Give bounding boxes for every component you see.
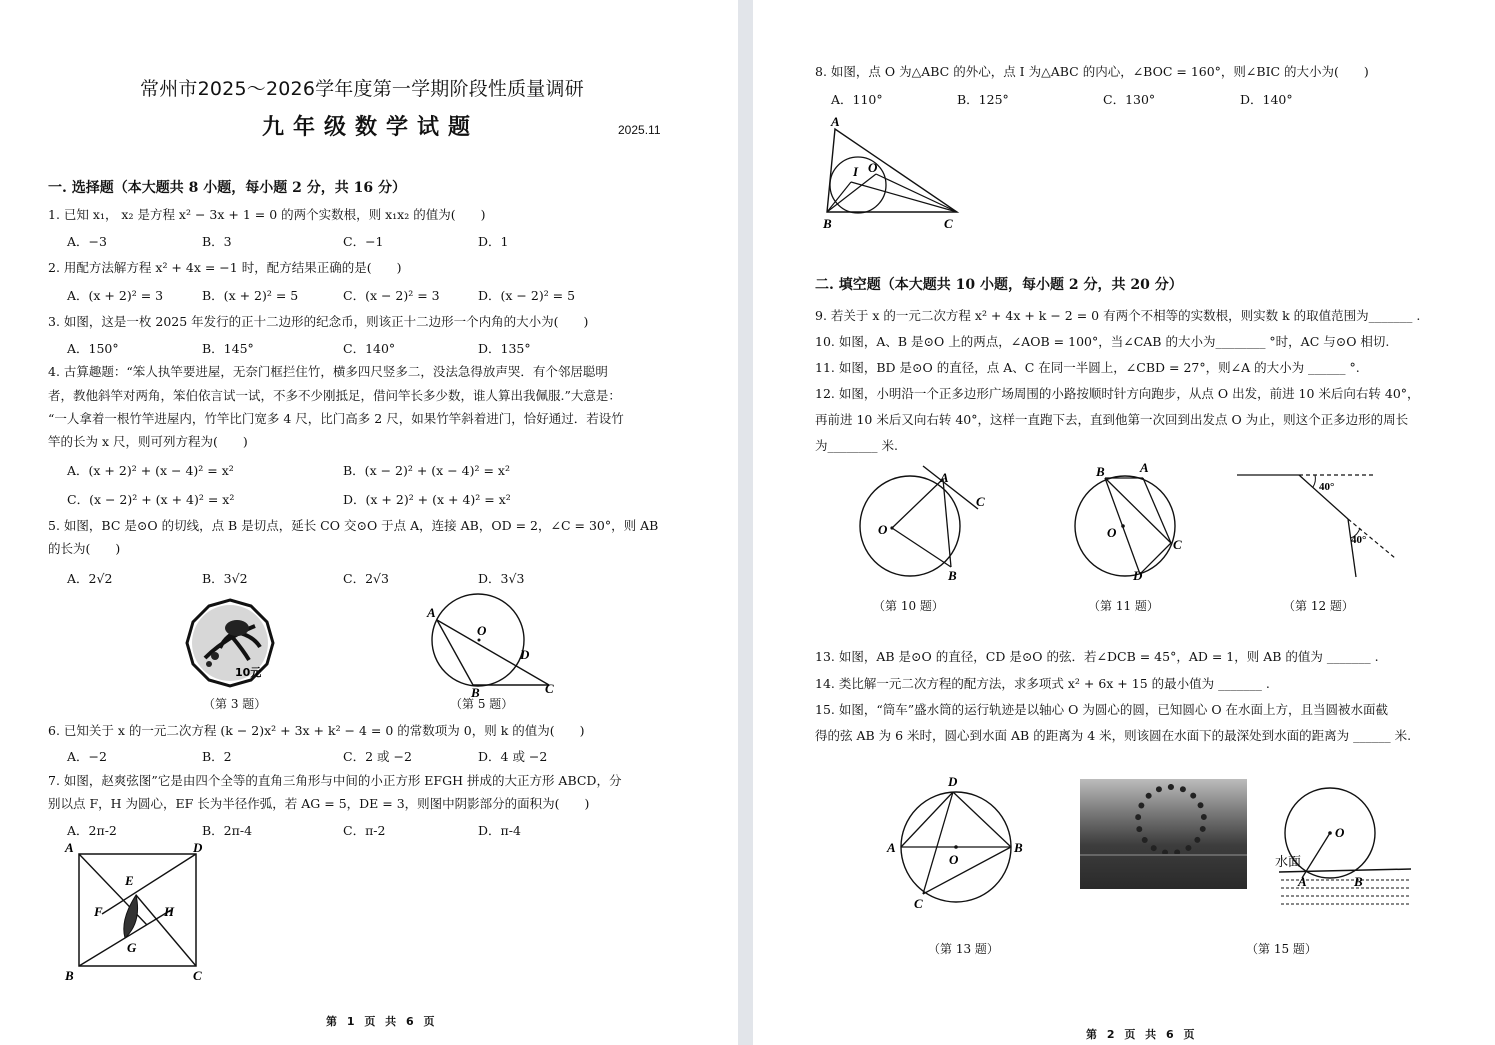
question-text: 如图，点 O 为△ABC 的外心，点 I 为△ABC 的内心，∠BOC = 160°，则∠BIC 的大小为( ) [830, 64, 1369, 79]
question-text: 如图，BC 是⊙O 的切线，点 B 是切点，延长 CO 交⊙O 于点 A，连接 AB，OD = 2，∠C = 30°，则 AB [63, 518, 659, 533]
svg-text:C: C [1173, 537, 1182, 552]
svg-text:A: A [1140, 460, 1149, 475]
question-4-line-3: “一人拿着一根竹竿进屋内，竹竿比门宽多 4 尺，比门高多 2 尺，如果竹竿斜着进门，恰好通过．若设竹 [48, 411, 624, 426]
figure-11-caption: （第 11 题） [1088, 599, 1159, 613]
question-2 [48, 258, 401, 276]
question-text: 如图，小明沿一个正多边形广场周围的小路按顺时针方向跑步，从点 O 出发，前进 10 米后向右转 40°， [838, 386, 1420, 401]
question-number: 9. [815, 308, 827, 323]
figure-10-circle-tangent [858, 462, 998, 587]
svg-text:C: C [545, 681, 554, 696]
question-text: 古算趣题：“笨人执竿要进屋，无奈门框拦住竹，横多四尺竖多二，没法急得放声哭．有个邻居聪明 [63, 364, 608, 379]
exam-page-1 [0, 0, 738, 1045]
question-3 [48, 312, 588, 330]
option-6b: B．2 [202, 749, 232, 764]
option-8a: A．110° [831, 92, 883, 107]
svg-text:F: F [94, 904, 103, 919]
option-4d: D．(x + 2)² + (x + 4)² = x² [343, 492, 511, 507]
exam-date: 2025.11 [618, 123, 661, 137]
question-number: 13. [815, 649, 835, 664]
question-text: 如图，这是一枚 2025 年发行的正十二边形的纪念币，则该正十二边形一个内角的大小为( ) [63, 314, 589, 329]
question-number: 3. [48, 314, 60, 329]
question-number: 14. [815, 676, 835, 691]
figure-15-waterwheel-diagram [1273, 780, 1413, 910]
svg-text:O: O [1107, 525, 1117, 540]
svg-text:B: B [823, 216, 832, 231]
question-text: 类比解一元二次方程的配方法，求多项式 x² + 6x + 15 的最小值为 _______ . [838, 676, 1270, 691]
option-8c: C．130° [1103, 92, 1156, 107]
question-number: 6. [48, 723, 60, 738]
question-15-line-2: 得的弦 AB 为 6 米时，圆心到水面 AB 的距离为 4 米，则该圆在水面下的最深处到水面的距离为 ______ 米. [815, 728, 1412, 743]
question-4-line-2: 者，教他斜竿对两角，笨伯依言试一试，不多不少刚抵足，借问竿长多少数，谁人算出我佩服.”大意是： [48, 388, 621, 403]
question-12-line-3: 为________ 米. [815, 438, 898, 453]
question-13 [815, 647, 1379, 665]
svg-text:E: E [125, 873, 134, 888]
figure-11-circle-chords [1063, 462, 1193, 587]
option-7d: D．π-4 [478, 823, 521, 838]
svg-text:O: O [878, 522, 888, 537]
svg-text:水面: 水面 [1275, 855, 1302, 870]
svg-text:B: B [948, 568, 957, 583]
option-1d: D．1 [478, 234, 509, 249]
svg-text:H: H [164, 904, 175, 919]
option-6d: D．4 或 −2 [478, 749, 548, 764]
svg-text:A: A [427, 605, 436, 620]
option-3a: A．150° [67, 341, 119, 356]
option-5a: A．2√2 [67, 571, 113, 586]
svg-text:A: A [1298, 874, 1307, 889]
figure-7-zhao-shuang-diagram [60, 840, 210, 985]
question-number: 12. [815, 386, 835, 401]
question-11 [815, 358, 1360, 376]
svg-text:D: D [948, 774, 958, 789]
exam-subtitle: 九年级数学试题 [262, 115, 480, 140]
figure-8-triangle-incircle [821, 112, 966, 237]
figure-12-running-path [1235, 465, 1405, 580]
option-6a: A．−2 [67, 749, 107, 764]
svg-text:O: O [477, 623, 487, 638]
svg-text:C: C [976, 494, 985, 509]
svg-text:I: I [853, 164, 859, 179]
svg-text:A: A [887, 840, 896, 855]
exam-title: 常州市2025～2026学年度第一学期阶段性质量调研 [140, 78, 584, 100]
question-text: 用配方法解方程 x² + 4x = −1 时，配方结果正确的是( ) [63, 260, 402, 275]
svg-text:O: O [1335, 825, 1345, 840]
option-1a: A．−3 [67, 234, 107, 249]
question-5-line-2: 的长为( ) [48, 541, 121, 556]
svg-text:40°: 40° [1351, 534, 1367, 546]
option-5c: C．2√3 [343, 571, 389, 586]
question-10 [815, 332, 1389, 350]
svg-text:10元: 10元 [235, 666, 262, 679]
option-8d: D．140° [1240, 92, 1293, 107]
question-12-line-2: 再前进 10 米后又向右转 40°，这样一直跑下去，直到他第一次回到出发点 O 为止，则这个正多边形的周长 [815, 412, 1409, 427]
option-3c: C．140° [343, 341, 396, 356]
svg-text:O: O [868, 160, 878, 175]
question-7 [48, 771, 621, 789]
figure-15-waterwheel-photo [1080, 779, 1247, 889]
question-14 [815, 674, 1270, 692]
figure-13-circle-diameter [883, 772, 1033, 912]
svg-text:D: D [520, 647, 530, 662]
option-6c: C．2 或 −2 [343, 749, 412, 764]
question-number: 10. [815, 334, 835, 349]
question-8 [815, 62, 1369, 80]
option-4a: A．(x + 2)² + (x − 4)² = x² [67, 463, 234, 478]
svg-text:A: A [940, 470, 949, 485]
figure-13-caption: （第 13 题） [928, 942, 999, 956]
question-number: 4. [48, 364, 60, 379]
question-number: 7. [48, 773, 60, 788]
svg-text:C: C [944, 216, 953, 231]
option-7c: C．π-2 [343, 823, 386, 838]
svg-text:B: B [1096, 464, 1105, 479]
svg-text:C: C [193, 968, 202, 983]
option-7b: B．2π-4 [202, 823, 253, 838]
svg-text:A: A [831, 114, 840, 129]
question-text: 已知 x₁， x₂ 是方程 x² − 3x + 1 = 0 的两个实数根，则 x₁x₂ 的值为( ) [63, 207, 486, 222]
question-text: 已知关于 x 的一元二次方程 (k − 2)x² + 3x + k² − 4 = 0 的常数项为 0，则 k 的值为( ) [63, 723, 585, 738]
svg-text:D: D [193, 840, 203, 855]
option-4b: B．(x − 2)² + (x − 4)² = x² [343, 463, 510, 478]
question-4 [48, 362, 608, 380]
option-2c: C．(x − 2)² = 3 [343, 288, 440, 303]
option-1c: C．−1 [343, 234, 384, 249]
question-9 [815, 306, 1420, 324]
question-number: 15. [815, 702, 835, 717]
option-5b: B．3√2 [202, 571, 248, 586]
svg-text:B: B [65, 968, 74, 983]
question-text: 如图，赵爽弦图”它是由四个全等的直角三角形与中间的小正方形 EFGH 拼成的大正方形 ABCD，分 [63, 773, 622, 788]
svg-text:B: B [1354, 874, 1363, 889]
page-footer-2: 第 2 页 共 6 页 [1086, 1028, 1198, 1041]
question-6 [48, 721, 585, 739]
question-text: 若关于 x 的一元二次方程 x² + 4x + k − 2 = 0 有两个不相等的实数根，则实数 k 的取值范围为_______ . [830, 308, 1421, 323]
option-2a: A．(x + 2)² = 3 [67, 288, 164, 303]
question-text: 如图，“筒车”盛水筒的运行轨迹是以轴心 O 为圆心的圆，已知圆心 O 在水面上方，且当圆被水面截 [838, 702, 1389, 717]
option-2b: B．(x + 2)² = 5 [202, 288, 299, 303]
question-number: 11. [815, 360, 835, 375]
svg-text:A: A [65, 840, 74, 855]
question-1 [48, 205, 485, 223]
question-number: 1. [48, 207, 60, 222]
page-gutter [738, 0, 753, 1045]
option-7a: A．2π-2 [67, 823, 117, 838]
option-8b: B．125° [957, 92, 1009, 107]
figure-12-caption: （第 12 题） [1283, 599, 1354, 613]
figure-3-caption: （第 3 题） [203, 697, 267, 711]
svg-text:D: D [1133, 568, 1143, 583]
question-text: 如图，A、B 是⊙O 上的两点，∠AOB = 100°，当∠CAB 的大小为________ °时，AC 与⊙O 相切. [838, 334, 1390, 349]
exam-page-2 [753, 0, 1495, 1045]
question-12 [815, 384, 1420, 402]
question-5 [48, 516, 658, 534]
question-number: 8. [815, 64, 827, 79]
svg-text:B: B [471, 685, 480, 700]
option-2d: D．(x − 2)² = 5 [478, 288, 576, 303]
option-3b: B．145° [202, 341, 254, 356]
question-4-line-4: 竿的长为 x 尺，则可列方程为( ) [48, 434, 248, 449]
question-number: 5. [48, 518, 60, 533]
svg-text:40°: 40° [1319, 481, 1335, 493]
option-1b: B．3 [202, 234, 232, 249]
figure-15-caption: （第 15 题） [1246, 942, 1317, 956]
page-footer-1: 第 1 页 共 6 页 [326, 1015, 438, 1028]
section-heading-multiple-choice: 一. 选择题（本大题共 8 小题，每小题 2 分，共 16 分） [48, 180, 406, 196]
question-15 [815, 700, 1388, 718]
figure-3-coin [185, 598, 275, 688]
svg-text:O: O [949, 852, 959, 867]
svg-text:G: G [127, 940, 137, 955]
figure-5-circle-tangent [425, 595, 565, 700]
option-4c: C．(x − 2)² + (x + 4)² = x² [67, 492, 235, 507]
section-heading-fill-in: 二. 填空题（本大题共 10 小题，每小题 2 分，共 20 分） [815, 277, 1183, 293]
figure-10-caption: （第 10 题） [873, 599, 944, 613]
question-text: 如图，AB 是⊙O 的直径，CD 是⊙O 的弦．若∠DCB = 45°，AD = 1，则 AB 的值为 _______ . [838, 649, 1379, 664]
svg-text:B: B [1014, 840, 1023, 855]
question-7-line-2: 别以点 F，H 为圆心，EF 长为半径作弧，若 AG = 5，DE = 3，则图中阴影部分的面积为( ) [48, 796, 590, 811]
svg-text:C: C [914, 896, 923, 911]
option-3d: D．135° [478, 341, 531, 356]
question-text: 如图，BD 是⊙O 的直径，点 A、C 在同一半圆上，∠CBD = 27°，则∠A 的大小为 ______ °. [838, 360, 1360, 375]
question-number: 2. [48, 260, 60, 275]
option-5d: D．3√3 [478, 571, 525, 586]
figure-5-caption: （第 5 题） [450, 697, 514, 711]
